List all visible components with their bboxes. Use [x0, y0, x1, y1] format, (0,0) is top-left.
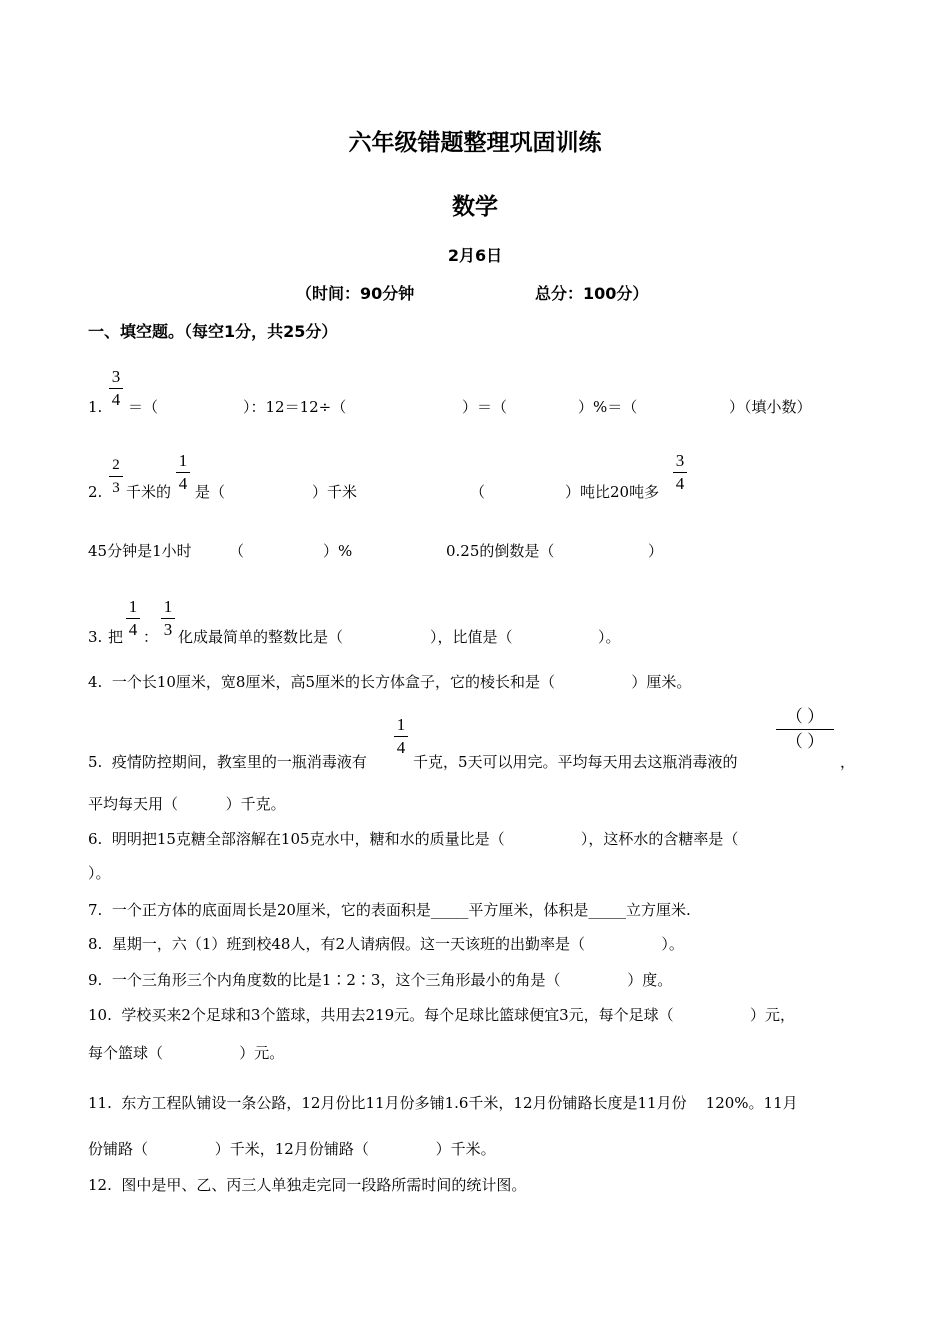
q6-text-b: ）。 [88, 864, 111, 882]
exam-date: 2月6日 [447, 246, 503, 265]
q2-text-c: ）千米 [312, 483, 358, 501]
fraction-bar [109, 476, 123, 477]
q3-text-a: 把 [108, 628, 124, 646]
denominator: 4 [128, 620, 138, 639]
q2b-text-b: （ [229, 542, 245, 560]
fraction-bar [394, 736, 408, 737]
q2b-text-e: ） [648, 542, 664, 560]
numerator: 1 [163, 597, 173, 616]
q3-colon: ： [143, 628, 159, 646]
q1-text-a: ＝（ [128, 398, 159, 416]
numerator: 1 [128, 597, 138, 616]
time-info: （时间：90分钟 [296, 284, 415, 303]
question-8: 8. 星期一，六（1）班到校48人，有2人请病假。这一天该班的出勤率是（ ）。 [88, 935, 684, 953]
q1-text-b: ）：12＝12÷（ [243, 398, 347, 416]
q5-text-c: ， [840, 753, 856, 771]
q3-text-b: 化成最简单的整数比是（ [178, 628, 344, 646]
numerator: 3 [675, 451, 685, 470]
q5-text-d: 平均每天用（ ）千克。 [88, 795, 286, 813]
q2-text-e: ）吨比20吨多 [565, 483, 660, 501]
q5-text-a: 5. 疫情防控期间，教室里的一瓶消毒液有 [88, 753, 367, 771]
question-9: 9. 一个三角形三个内角度数的比是1∶2∶3，这个三角形最小的角是（ ）度。 [88, 971, 673, 989]
q1-text-d: ）%＝（ [578, 398, 638, 416]
fraction-bar [161, 618, 175, 619]
numerator: 1 [396, 715, 406, 734]
fraction-bar [776, 729, 834, 730]
question-12: 12. 图中是甲、乙、丙三人单独走完同一段路所需时间的统计图。 [88, 1176, 527, 1194]
denominator: 3 [163, 620, 173, 639]
fraction-bar [673, 472, 687, 473]
fraction [160, 598, 176, 639]
fraction [108, 456, 124, 497]
denominator: 4 [178, 474, 188, 493]
denominator: 3 [112, 480, 120, 496]
numerator: 2 [112, 457, 120, 473]
score-info: 总分：100分） [535, 284, 649, 303]
q2b-text-a: 45分钟是1小时 [88, 542, 192, 560]
page-title: 六年级错题整理巩固训练 [348, 130, 602, 156]
denominator: 4 [111, 390, 121, 409]
q10-text-a: 10. 学校买来2个足球和3个篮球，共用去219元。每个足球比篮球便宜3元，每个足球（ ）元， [88, 1006, 795, 1024]
q2-text-a: 千米的 [126, 483, 172, 501]
numerator: 3 [111, 367, 121, 386]
q2b-text-d: 0.25的倒数是（ [446, 542, 555, 560]
q6-text-a: 6. 明明把15克糖全部溶解在105克水中，糖和水的质量比是（ ），这杯水的含糖率是（ [88, 830, 739, 848]
q3-text-c: ），比值是（ [430, 628, 513, 646]
q11-text-a: 11. 东方工程队铺设一条公路，12月份比11月份多铺1.6千米，12月份铺路长度是11月份 120%。11月 [88, 1094, 798, 1112]
denominator: 4 [396, 738, 406, 757]
question-number: 1. [88, 398, 103, 416]
fraction [125, 598, 141, 639]
numerator: 1 [178, 451, 188, 470]
fraction-bar [109, 388, 123, 389]
blank-fraction [776, 708, 834, 751]
fraction [108, 368, 124, 409]
q10-text-b: 每个篮球（ ）元。 [88, 1044, 285, 1062]
q2-text-b: 是（ [195, 483, 226, 501]
q11-text-b: 份铺路（ ）千米，12月份铺路（ ）千米。 [88, 1140, 496, 1158]
fraction-bar [176, 472, 190, 473]
question-number: 2. [88, 483, 103, 501]
blank-numerator: （ ） [785, 707, 825, 726]
fraction [393, 716, 409, 757]
q1-text-e: ）（填小数） [729, 398, 812, 416]
question-7: 7. 一个正方体的底面周长是20厘米，它的表面积是_____平方厘米，体积是_____立方厘米. [88, 901, 691, 919]
subject-title: 数学 [452, 194, 498, 220]
q1-text-c: ）＝（ [462, 398, 508, 416]
blank-denominator: （ ） [785, 732, 825, 751]
denominator: 4 [675, 474, 685, 493]
q5-text-b: 千克，5天可以用完。平均每天用去这瓶消毒液的 [413, 753, 738, 771]
question-4: 4. 一个长10厘米，宽8厘米，高5厘米的长方体盒子，它的棱长和是（ ）厘米。 [88, 673, 692, 691]
fraction [175, 452, 191, 493]
fraction [672, 452, 688, 493]
q2-text-d: （ [470, 483, 486, 501]
section-heading: 一、填空题。（每空1分，共25分） [88, 322, 338, 341]
fraction-bar [126, 618, 140, 619]
q2b-text-c: ）% [323, 542, 353, 560]
q3-text-d: ）。 [598, 628, 621, 646]
question-number: 3. [88, 628, 103, 646]
